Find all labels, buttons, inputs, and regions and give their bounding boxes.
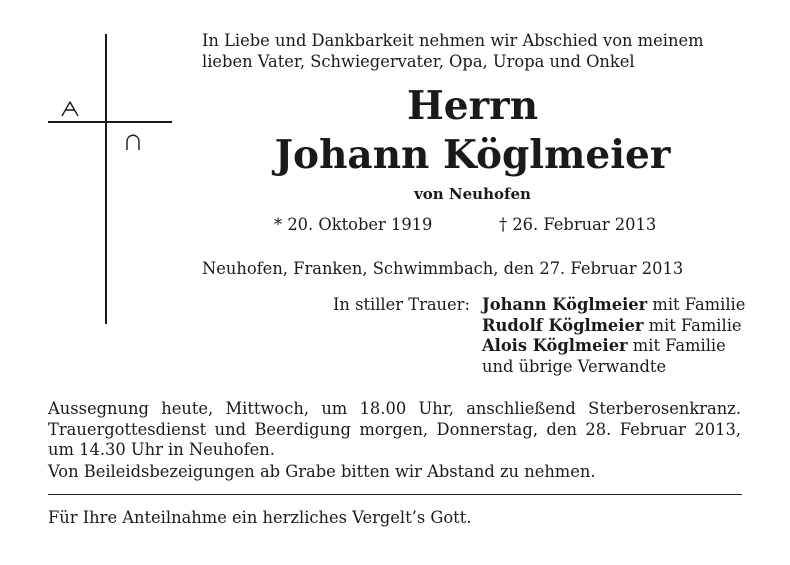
birth-date: * 20. Oktober 1919 — [274, 215, 433, 234]
mourner-name: Johann Köglmeier — [482, 295, 648, 314]
mourner-name: Alois Köglmeier — [482, 336, 628, 355]
place-and-date: Neuhofen, Franken, Schwimmbach, den 27. Februar 2013 — [202, 259, 684, 278]
mourner-suffix: mit Familie — [627, 336, 726, 355]
deceased-origin: von Neuhofen — [414, 185, 531, 203]
thanks-note: Für Ihre Anteilnahme ein herzliches Vergelt’s Gott. — [48, 508, 472, 527]
cross-icon — [48, 34, 178, 324]
mourner-entry — [482, 316, 745, 337]
alpha-icon — [62, 102, 78, 116]
mourners-label: In stiller Trauer: — [333, 295, 470, 314]
intro-text: In Liebe und Dankbarkeit nehmen wir Abschied von meinem lieben Vater, Schwiegervater, Opa, Uropa und Onkel — [202, 31, 704, 71]
omega-icon — [127, 135, 139, 150]
mourner-name: Rudolf Köglmeier — [482, 315, 644, 335]
mourner-entry — [482, 336, 745, 357]
death-date: † 26. Februar 2013 — [499, 215, 657, 234]
mourner-suffix: mit Familie — [647, 295, 746, 314]
mourners-list — [482, 295, 745, 377]
salutation: Herrn — [406, 83, 539, 129]
mourner-entry — [482, 295, 745, 316]
divider — [48, 494, 742, 495]
condolence-note: Von Beileidsbezeigungen ab Grabe bitten wir Abstand zu nehmen. — [48, 462, 596, 481]
mourner-suffix: und übrige Verwandte — [482, 356, 667, 376]
mourner-entry — [482, 357, 745, 378]
deceased-name: Johann Köglmeier — [274, 132, 671, 178]
service-details: Aussegnung heute, Mittwoch, um 18.00 Uhr, anschließend Sterberosenkranz. Trauergottesdienst und Beerdigung morgen, Donnerstag, den 28. Februar 2013, um 14.30 Uhr in Neuhofen. — [48, 399, 741, 459]
mourner-suffix: mit Familie — [643, 315, 742, 335]
